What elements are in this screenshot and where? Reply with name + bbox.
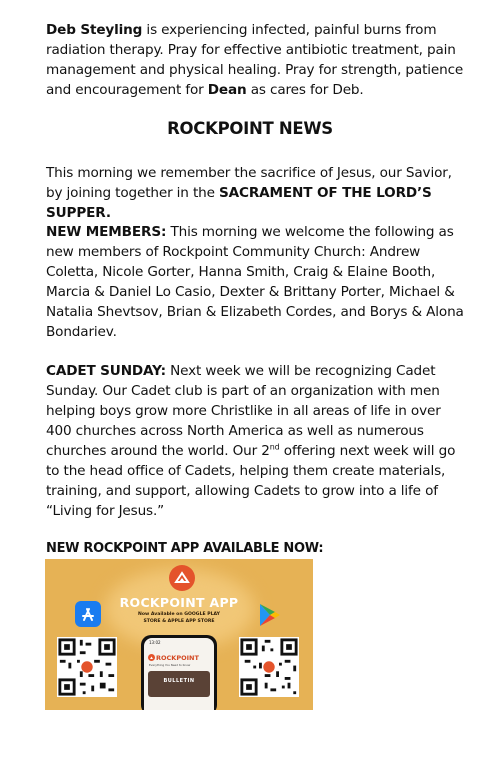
prayer-text-end: as cares for Deb. xyxy=(246,82,364,98)
lords-supper-paragraph xyxy=(46,163,466,223)
cadet-heading: CADET SUNDAY: xyxy=(46,363,166,379)
cadet-paragraph xyxy=(46,361,466,521)
phone-mockup xyxy=(141,635,217,710)
cadet-text: Next week we will be recognizing Cadet Sunday. Our Cadet club is part of an organization with men helping boys grow more Christlike in all areas of life in over 400 churches across North America as well as numerous churches around the world. Our 2 xyxy=(46,363,441,459)
prayer-text: is experiencing infected, painful burns from radiation therapy. Pray for effective antibiotic treatment, pain management and physical healing. Pray for strength, patience and encouragement for xyxy=(46,22,464,98)
prayer-paragraph xyxy=(46,20,466,100)
app-store-icon xyxy=(75,601,101,627)
prayer-name: Deb Steyling xyxy=(46,22,143,38)
phone-logo-icon xyxy=(148,654,155,661)
app-promo-image xyxy=(45,559,313,710)
qr-code-icon xyxy=(57,637,117,697)
google-play-icon xyxy=(255,601,283,629)
qr-code-icon xyxy=(239,637,299,697)
new-members-text: This morning we welcome the following as new members of Rockpoint Community Church: Andrew Coletta, Nicole Gorter, Hanna Smith, Craig & Elaine Booth, Marcia & Daniel Lo Casio, Dexter & Brittany Porter, Michael & Natalia Shevtsov, Brian & Elizabeth Cordes, and Borys & Alona Bondariev. xyxy=(46,224,464,340)
phone-tagline: Everything You Need to Know xyxy=(149,663,191,667)
new-members-heading: NEW MEMBERS: xyxy=(46,224,167,240)
cadet-sup: nd xyxy=(269,442,280,452)
phone-time: 13:02 xyxy=(149,640,161,645)
promo-title: ROCKPOINT APP xyxy=(119,595,239,610)
app-heading: NEW ROCKPOINT APP AVAILABLE NOW: xyxy=(46,541,324,556)
prayer-name-2: Dean xyxy=(207,82,247,98)
news-title: ROCKPOINT NEWS xyxy=(167,119,333,138)
phone-brand: ROCKPOINT xyxy=(156,654,199,662)
promo-subtitle-2: STORE & APPLE APP STORE xyxy=(143,619,215,624)
phone-bulletin-card xyxy=(148,671,210,697)
rockpoint-logo-icon xyxy=(169,565,195,591)
phone-screen xyxy=(144,638,214,710)
lords-supper-text: This morning we remember the sacrifice of Jesus, our Savior, by joining together in the xyxy=(46,165,452,201)
promo-subtitle-1: Now Available on GOOGLE PLAY xyxy=(138,612,220,617)
lords-supper-bold: SACRAMENT OF THE LORD’S SUPPER. xyxy=(46,185,432,221)
cadet-text-end: offering next week will go to the head office of Cadets, helping them create materials, training, and support, allowing Cadets to grow into a life of “Living for Jesus.” xyxy=(46,443,456,519)
new-members-paragraph xyxy=(46,222,466,342)
phone-bulletin-label: BULLETIN xyxy=(163,678,195,684)
